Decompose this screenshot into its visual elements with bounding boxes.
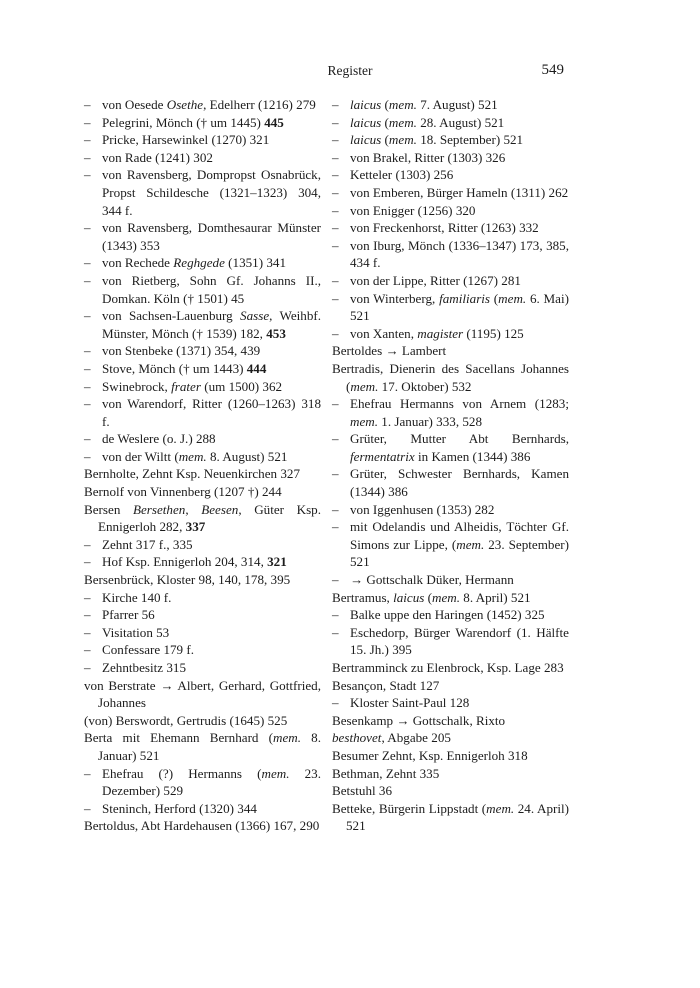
entry-text-segment: 444 [246, 360, 267, 376]
entry-text-segment: mem. [350, 378, 379, 394]
entry-text-segment: von Winterberg, [350, 290, 440, 306]
entry-text-segment: Osethe [166, 97, 204, 112]
running-header-title: Register [327, 63, 373, 78]
index-subentry [332, 237, 569, 272]
index-entry [332, 342, 569, 360]
index-subentry [84, 553, 321, 571]
index-subentry [332, 501, 569, 519]
index-column-right [332, 96, 569, 835]
entry-text-segment: 28. August) 521 [416, 114, 505, 130]
index-subentry [84, 254, 321, 272]
entry-text-segment: von Xanten, [350, 325, 418, 341]
entry-text-segment: von Sachsen-Lauenburg [102, 308, 241, 324]
index-entry [84, 712, 321, 730]
entry-text-segment: von der Lippe, Ritter (1267) 281 [350, 272, 521, 288]
entry-text-segment: Bernolf von Vinnenberg (1207 †) 244 [84, 484, 282, 500]
entry-text-segment: mem. [388, 97, 417, 112]
entry-text-segment: laicus [350, 132, 382, 148]
entry-text-segment: von Rade (1241) 302 [102, 149, 213, 165]
index-subentry [84, 307, 321, 342]
entry-text-segment: Berta mit Ehemann Bernhard ( [84, 730, 274, 746]
entry-text-segment: 453 [266, 325, 286, 341]
entry-text-segment: mem. [486, 800, 515, 816]
entry-text-segment: , Edelherr (1216) 279 [203, 97, 316, 112]
entry-text-segment: Bethman, Zehnt 335 [332, 765, 440, 781]
index-subentry [332, 96, 569, 114]
entry-text-segment: Visitation 53 [102, 624, 170, 640]
entry-text-segment: mem. [273, 730, 302, 746]
entry-text-segment: laicus [350, 114, 382, 130]
entry-text-segment: mem. [350, 413, 378, 429]
entry-text-segment: von Enigger (1256) 320 [350, 202, 476, 218]
entry-text-segment: Beesen [201, 501, 239, 517]
entry-text-segment: mem. [261, 765, 290, 781]
entry-text-segment: besthovet [332, 730, 382, 746]
entry-text-segment: von Ravensberg, Dompropst Osnabrück, Propst Schildesche (1321–1323) 304, 344 f. [102, 167, 321, 218]
entry-text-segment: Bertramus, [332, 589, 394, 605]
entry-text-segment: → Gottschalk Düker, Hermann [350, 572, 514, 588]
entry-text-segment: mem. [388, 114, 417, 130]
entry-text-segment: (1351) 341 [224, 255, 286, 271]
index-entry [84, 571, 321, 589]
index-entry [332, 765, 569, 783]
entry-text-segment: Grüter, Mutter Abt Bernhards, [350, 431, 569, 447]
page-number: 549 [541, 62, 564, 78]
index-subentry [84, 606, 321, 624]
index-entry [84, 465, 321, 483]
entry-text-segment: von Freckenhorst, Ritter (1263) 332 [350, 220, 539, 236]
entry-text-segment: ( [381, 114, 389, 130]
entry-text-segment: Betteke, Bürgerin Lippstadt ( [332, 800, 487, 816]
index-subentry [332, 149, 569, 167]
entry-text-segment: von Rechede [102, 255, 174, 271]
entry-text-segment: , Weihbf. Münster, Mönch († 1539) 182, [102, 308, 322, 341]
entry-text-segment: Ehefrau Hermanns von Arnem (1283; [350, 396, 569, 412]
entry-text-segment: Zehntbesitz 315 [102, 660, 186, 675]
entry-text-segment: 17. Oktober) 532 [378, 378, 472, 394]
entry-text-segment: 23. September) 521 [350, 536, 569, 570]
entry-text-segment: Ketteler (1303) 256 [350, 167, 454, 183]
entry-text-segment: mit Odelandis und Alheidis, Töchter Gf. Simons zur Lippe, ( [350, 519, 569, 552]
entry-text-segment: Bernholte, Zehnt Ksp. Neuenkirchen 327 [84, 466, 300, 482]
index-subentry [84, 641, 321, 659]
entry-text-segment: von Oesede [102, 97, 167, 112]
entry-text-segment: mem. [432, 589, 461, 605]
entry-text-segment: magister [417, 325, 464, 341]
entry-text-segment: , [185, 501, 202, 517]
entry-text-segment: Besumer Zehnt, Ksp. Ennigerloh 318 [332, 747, 528, 763]
entry-text-segment: von Emberen, Bürger Hameln (1311) 262 [350, 184, 569, 200]
index-entry [332, 800, 569, 835]
entry-text-segment: Balke uppe den Haringen (1452) 325 [350, 607, 545, 623]
index-subentry [332, 219, 569, 237]
index-entry [84, 501, 321, 536]
index-entry [332, 677, 569, 695]
entry-text-segment: Ehefrau (?) Hermanns ( [102, 765, 262, 781]
entry-text-segment: von Berstrate → Albert, Gerhard, Gottfried, Johannes [84, 677, 321, 711]
index-subentry [84, 96, 321, 114]
entry-text-segment: , Güter Ksp. Ennigerloh 282, [98, 501, 321, 535]
entry-text-segment: von Warendorf, Ritter (1260–1263) 318 f. [102, 396, 321, 429]
entry-text-segment: Hof Ksp. Ennigerloh 204, 314, [102, 554, 268, 570]
index-subentry [84, 765, 321, 800]
index-subentry [332, 465, 569, 500]
index-subentry [332, 290, 569, 325]
index-entry [332, 747, 569, 765]
entry-text-segment: Pfarrer 56 [102, 607, 155, 623]
entry-text-segment: laicus [393, 589, 425, 605]
index-entry [332, 659, 569, 677]
index-entry [84, 677, 321, 712]
entry-text-segment: von Stenbeke (1371) 354, 439 [102, 343, 261, 359]
entry-text-segment: fermentatrix [350, 448, 415, 464]
index-entry [332, 729, 569, 747]
entry-text-segment: 337 [185, 519, 206, 535]
index-subentry [84, 624, 321, 642]
entry-text-segment: laicus [350, 97, 382, 112]
entry-text-segment: Kloster Saint-Paul 128 [350, 695, 470, 711]
entry-text-segment: Pelegrini, Mönch († um 1445) [102, 114, 265, 130]
index-subentry [84, 378, 321, 396]
index-entry [332, 782, 569, 800]
index-entry [332, 589, 569, 607]
entry-text-segment: Grüter, Schwester Bernhards, Kamen (1344) 386 [350, 466, 569, 500]
index-subentry [84, 395, 321, 430]
entry-text-segment: Steninch, Herford (1320) 344 [102, 800, 257, 816]
entry-text-segment: 7. August) 521 [416, 97, 498, 112]
entry-text-segment: von der Wiltt ( [102, 448, 179, 464]
entry-text-segment: frater [171, 378, 201, 394]
entry-text-segment: von Rietberg, Sohn Gf. Johanns II., Domkan. Köln († 1501) 45 [102, 272, 321, 306]
index-subentry [332, 325, 569, 343]
entry-text-segment: Bertoldes → Lambert [332, 343, 447, 359]
entry-text-segment: Bertradis, Dienerin des Sacellans Johannes ( [332, 360, 569, 394]
entry-text-segment: 6. Mai) 521 [350, 290, 569, 324]
entry-text-segment: 18. September) 521 [416, 132, 524, 148]
entry-text-segment: Bersen [84, 501, 133, 517]
entry-text-segment: , Abgabe 205 [381, 730, 451, 746]
index-entry [84, 729, 321, 764]
entry-text-segment: mem. [498, 290, 527, 306]
entry-text-segment: Swinebrock, [102, 378, 172, 394]
entry-text-segment: 8. April) 521 [460, 589, 531, 605]
entry-text-segment: mem. [178, 448, 207, 464]
entry-text-segment: Bersethen [132, 501, 186, 517]
index-subentry [84, 659, 321, 677]
entry-text-segment: ( [490, 290, 499, 306]
index-subentry [84, 360, 321, 378]
index-subentry [332, 606, 569, 624]
entry-text-segment: 8. August) 521 [206, 448, 288, 464]
index-subentry [84, 272, 321, 307]
entry-text-segment: de Weslere (o. J.) 288 [102, 431, 216, 447]
index-subentry [332, 184, 569, 202]
index-subentry [332, 202, 569, 220]
entry-text-segment: Besenkamp → Gottschalk, Rixto [332, 712, 506, 728]
index-subentry [84, 131, 321, 149]
index-column-left [84, 96, 321, 835]
entry-text-segment: Kirche 140 f. [102, 589, 172, 605]
entry-text-segment: von Brakel, Ritter (1303) 326 [350, 149, 506, 165]
entry-text-segment: Besançon, Stadt 127 [332, 677, 440, 693]
entry-text-segment: Reghgede [173, 255, 225, 271]
entry-text-segment: in Kamen (1344) 386 [414, 448, 531, 464]
index-subentry [84, 536, 321, 554]
entry-text-segment: von Iburg, Mönch (1336–1347) 173, 385, 434 f. [350, 237, 569, 271]
index-subentry [332, 624, 569, 659]
entry-text-segment: (1195) 125 [463, 325, 524, 341]
index-subentry [84, 149, 321, 167]
index-subentry [332, 131, 569, 149]
index-subentry [84, 166, 321, 219]
index-subentry [84, 589, 321, 607]
index-subentry [332, 430, 569, 465]
entry-text-segment: ( [424, 589, 433, 605]
index-entry [84, 483, 321, 501]
entry-text-segment: Pricke, Harsewinkel (1270) 321 [102, 132, 270, 148]
entry-text-segment: 321 [267, 554, 287, 570]
entry-text-segment: Confessare 179 f. [102, 642, 194, 658]
index-subentry [332, 166, 569, 184]
entry-text-segment: von Ravensberg, Domthesaurar Münster (1343) 353 [102, 220, 321, 253]
entry-text-segment: ( [381, 97, 389, 112]
entry-text-segment: Bersenbrück, Kloster 98, 140, 178, 395 [84, 572, 291, 588]
index-subentry [332, 114, 569, 132]
index-subentry [84, 114, 321, 132]
entry-text-segment: (um 1500) 362 [200, 378, 283, 394]
entry-text-segment: (von) Berswordt, Gertrudis (1645) 525 [84, 712, 288, 728]
index-subentry [84, 800, 321, 818]
entry-text-segment: Sasse [240, 308, 270, 324]
entry-text-segment: Bertramminck zu Elenbrock, Ksp. Lage 283 [332, 660, 564, 675]
index-subentry [84, 448, 321, 466]
index-subentry [84, 219, 321, 254]
entry-text-segment: Stove, Mönch († um 1443) [102, 360, 247, 376]
index-entry [332, 360, 569, 395]
index-entry [332, 712, 569, 730]
entry-text-segment: 24. April) 521 [346, 800, 569, 834]
entry-text-segment: Bertoldus, Abt Hardehausen (1366) 167, 290 [84, 818, 320, 834]
index-subentry [84, 342, 321, 360]
index-subentry [332, 518, 569, 571]
entry-text-segment: Eschedorp, Bürger Warendorf (1. Hälfte 15. Jh.) 395 [350, 624, 569, 658]
index-subentry [332, 395, 569, 430]
entry-text-segment: ( [381, 132, 389, 148]
entry-text-segment: Betstuhl 36 [332, 783, 393, 799]
index-subentry [332, 694, 569, 712]
entry-text-segment: mem. [388, 132, 417, 148]
index-subentry [332, 571, 569, 589]
entry-text-segment: familiaris [439, 290, 491, 306]
entry-text-segment: 23. Dezember) 529 [102, 765, 322, 799]
entry-text-segment: mem. [456, 536, 485, 552]
index-subentry [84, 430, 321, 448]
index-entry [84, 817, 321, 835]
entry-text-segment: 8. Januar) 521 [98, 730, 322, 763]
entry-text-segment: Zehnt 317 f., 335 [102, 536, 193, 552]
entry-text-segment: 1. Januar) 333, 528 [378, 413, 483, 429]
entry-text-segment: von Iggenhusen (1353) 282 [350, 501, 495, 517]
index-subentry [332, 272, 569, 290]
entry-text-segment: 445 [264, 114, 284, 130]
